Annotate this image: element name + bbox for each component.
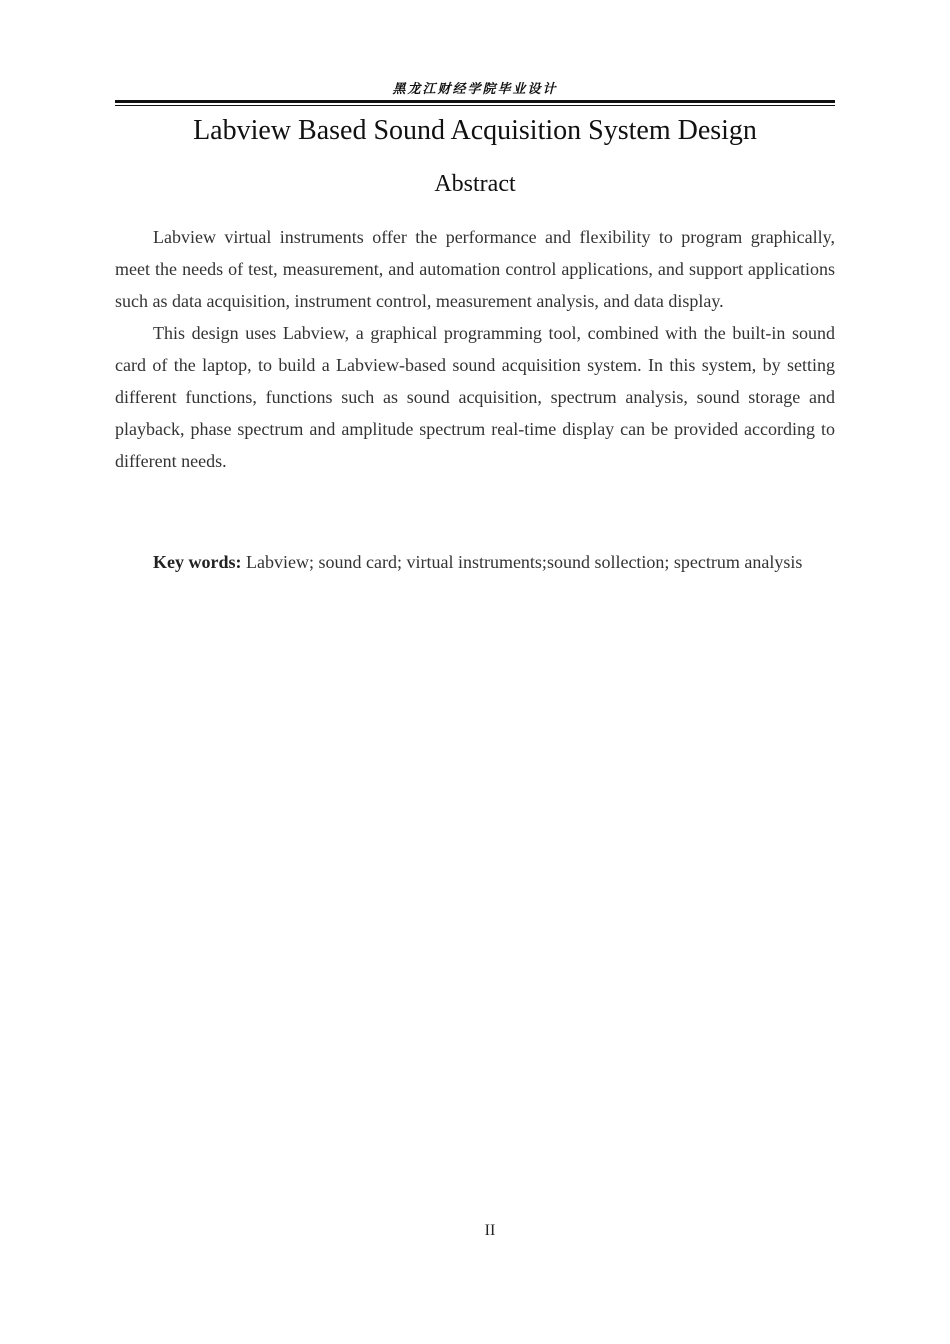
abstract-body [115, 221, 835, 477]
page-header: 黑龙江财经学院毕业设计 [392, 82, 558, 97]
header-rule-thick [115, 100, 835, 103]
page-number: II [484, 1222, 496, 1239]
keywords-label: Key words: [153, 552, 242, 572]
keywords-text: Labview; sound card; virtual instruments;sound sollection; spectrum analysis [241, 552, 803, 572]
document-title: Labview Based Sound Acquisition System Design [193, 115, 757, 146]
keywords-line [115, 544, 835, 580]
abstract-paragraph-1: Labview virtual instruments offer the performance and flexibility to program graphically, meet the needs of test, measurement, and automation control applications, and support applications such as data acquisition, instrument control, measurement analysis, and data display. [115, 227, 835, 311]
abstract-paragraph-2: This design uses Labview, a graphical programming tool, combined with the built-in sound card of the laptop, to build a Labview-based sound acquisition system. In this system, by setting different functions, functions such as sound acquisition, spectrum analysis, sound storage and playback, phase spectrum and amplitude spectrum real-time display can be provided according to different needs. [115, 323, 835, 471]
abstract-heading: Abstract [434, 171, 516, 197]
header-rule-thin [115, 105, 835, 106]
